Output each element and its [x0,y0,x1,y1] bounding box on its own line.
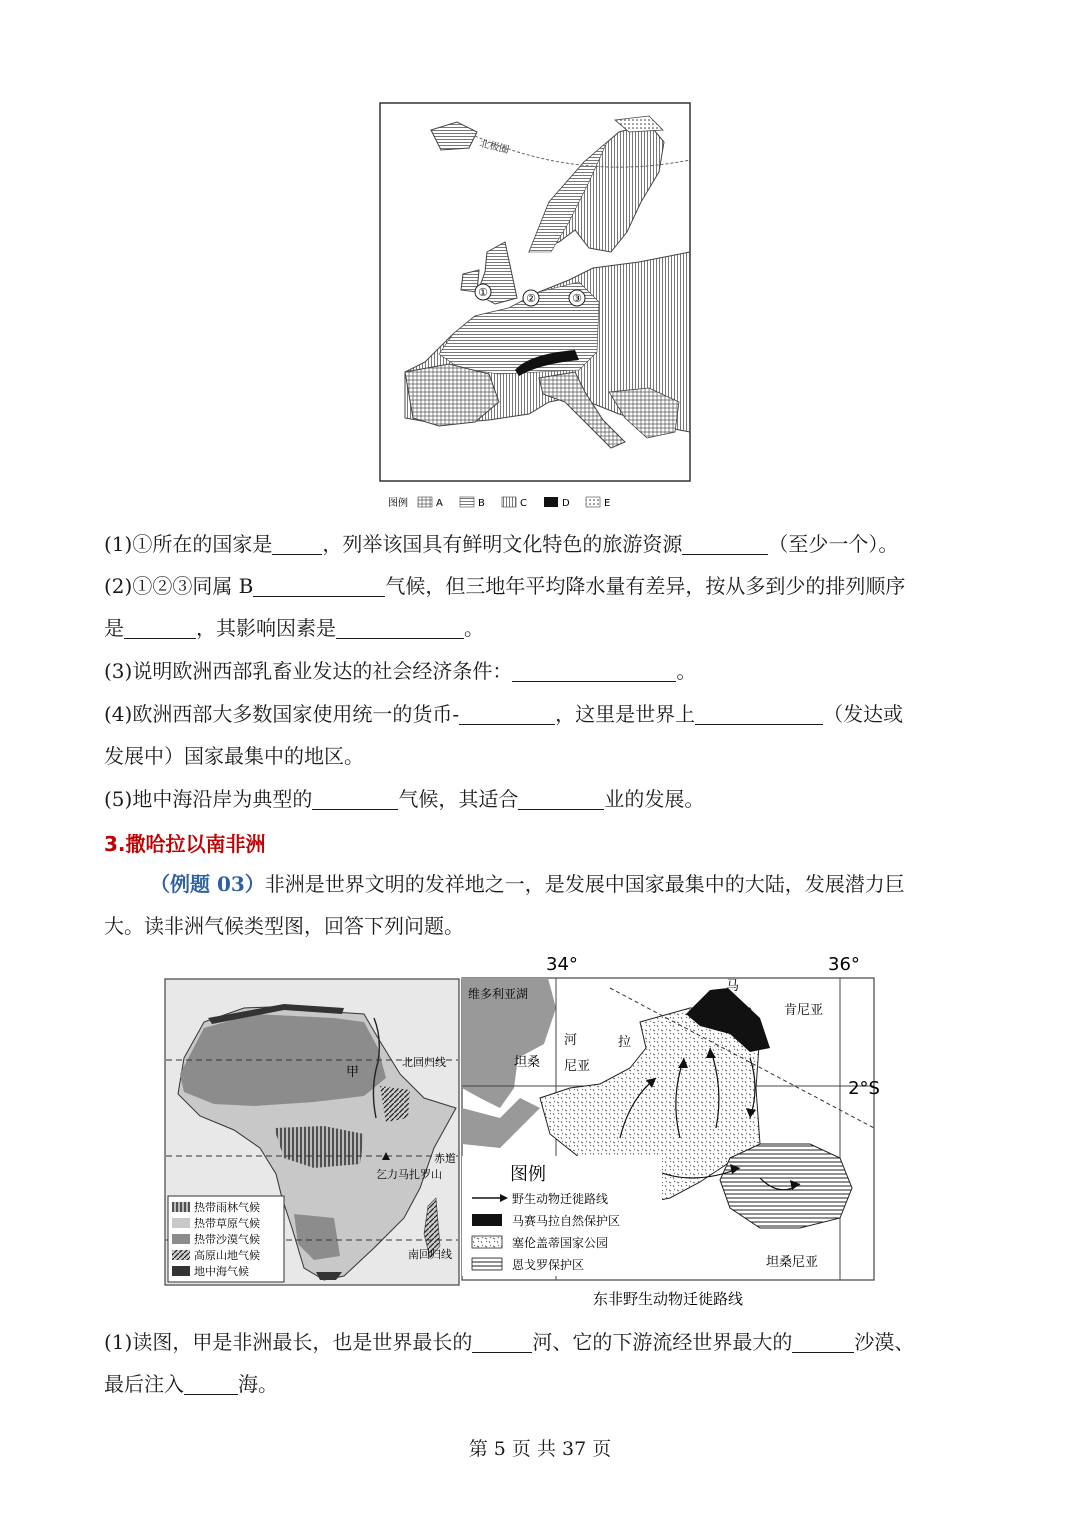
legend-mediterranean: 地中海气候 [194,1265,249,1278]
question-europe-4-cont: 发展中）国家最集中的地区。 [104,744,364,768]
legend-savanna: 热带草原气候 [194,1217,260,1230]
jia-label: 甲 [346,1065,360,1080]
answer-blank[interactable] [512,661,676,682]
answer-blank[interactable] [253,576,385,597]
migration-map-caption: 东非野生动物迁徙路线 [592,1290,744,1308]
question-africa-1: (1)读图，甲是非洲最长，也是世界最长的 河、它的下游流经世界最大的 沙漠、 [104,1330,915,1354]
question-europe-4: (4)欧洲西部大多数国家使用统一的货币- ，这里是世界上 （发达或 [104,702,904,726]
tropic-north-label: 北回归线 [402,1056,446,1069]
ma-label: 马 [726,979,740,994]
example-intro: （例题 03）非洲是世界文明的发祥地之一，是发展中国家最集中的大陆，发展潜力巨 [150,872,905,896]
answer-blank[interactable] [336,618,464,639]
legend-item-a: A [436,498,443,509]
africa-legend [168,1196,284,1282]
legend-highland: 高原山地气候 [194,1249,260,1262]
question-africa-1-cont: 最后注入 海。 [104,1372,278,1396]
legend-rainforest: 热带雨林气候 [194,1201,260,1214]
answer-blank[interactable] [124,618,196,639]
africa-climate-map [164,978,460,1286]
marker-1 [475,284,491,300]
europe-climate-map [379,102,691,482]
section-title: 3.撒哈拉以南非洲 [104,832,266,856]
east-africa-migration-map [460,948,880,1312]
question-europe-5: (5)地中海沿岸为典型的 气候，其适合 业的发展。 [104,787,705,811]
answer-blank[interactable] [472,1332,532,1353]
answer-blank[interactable] [682,534,768,555]
niya-label: 尼亚 [564,1059,591,1074]
tanzania-left-label: 坦桑 [514,1055,541,1070]
answer-blank[interactable] [518,789,604,810]
legend-desert: 热带沙漠气候 [194,1233,260,1246]
tanzania-label: 坦桑尼亚 [766,1255,819,1270]
marker-3 [569,290,585,306]
migration-legend-title: 图例 [510,1164,546,1185]
question-europe-2: (2)①②③同属 B 气候，但三地年平均降水量有差异，按从多到少的排列顺序 [104,574,906,598]
legend-title: 图例 [388,498,408,509]
answer-blank[interactable] [272,534,322,555]
legend-ngorongoro: 恩戈罗保护区 [512,1258,585,1272]
marker-2 [523,290,539,306]
answer-blank[interactable] [459,704,555,725]
equator-label: 赤道 [434,1152,456,1165]
example-intro-cont: 大。读非洲气候类型图，回答下列问题。 [104,914,464,938]
question-europe-1: (1)①所在的国家是 ，列举该国具有鲜明文化特色的旅游资源 （至少一个）。 [104,532,899,556]
tropic-south-label: 南回归线 [408,1248,452,1261]
kilimanjaro-label: 乞力马扎罗山 [376,1168,442,1181]
svg-text:②: ② [526,292,536,305]
latitude-2s-label: 2°S [848,1078,880,1099]
legend-item-c: C [520,498,527,509]
legend-item-d: D [562,498,570,509]
answer-blank[interactable] [792,1332,854,1353]
he-label: 河 [564,1033,578,1048]
europe-map-legend [388,494,638,510]
question-europe-3: (3)说明欧洲西部乳畜业发达的社会经济条件： 。 [104,659,697,683]
longitude-34-label: 34° [546,954,578,975]
legend-masai-mara: 马赛马拉自然保护区 [512,1214,621,1228]
legend-serengeti: 塞伦盖蒂国家公园 [512,1236,609,1250]
migration-legend [462,1156,662,1276]
longitude-36-label: 36° [828,954,860,975]
legend-item-e: E [604,498,611,509]
answer-blank[interactable] [695,704,823,725]
svg-text:①: ① [478,286,488,299]
legend-item-b: B [478,498,485,509]
example-tag: （例题 03） [150,872,265,896]
lake-victoria-label: 维多利亚湖 [468,987,529,1001]
svg-text:③: ③ [572,292,582,305]
answer-blank[interactable] [312,789,398,810]
arctic-circle-label: 北极圈 [478,138,511,157]
page-number: 第 5 页 共 37 页 [468,1438,612,1460]
question-europe-2-cont: 是 ，其影响因素是 。 [104,616,484,640]
answer-blank[interactable] [184,1374,238,1395]
legend-migration-route: 野生动物迁徙路线 [512,1192,609,1206]
la-label: 拉 [618,1035,632,1050]
kenya-label: 肯尼亚 [784,1003,824,1018]
